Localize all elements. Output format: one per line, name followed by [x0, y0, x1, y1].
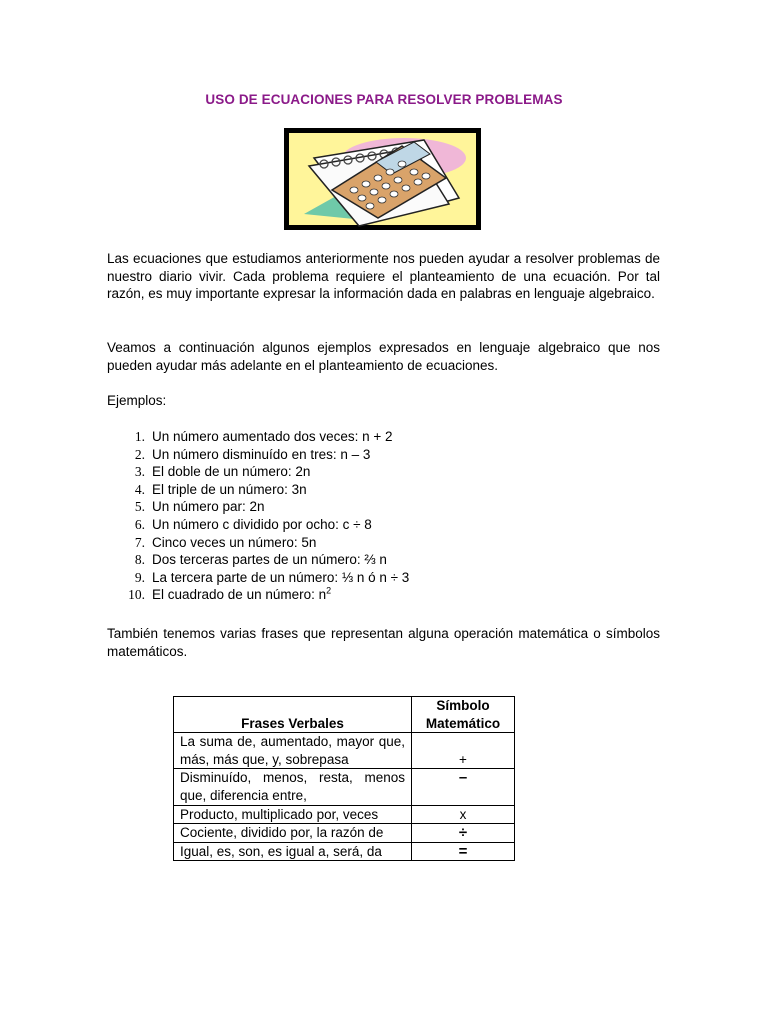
list-item — [107, 534, 607, 552]
intro-paragraph: Las ecuaciones que estudiamos anteriormente nos pueden ayudar a resolver problemas de nuestro diario vivir. Cada problema requiere el planteamiento de una ecuación. Por tal razón, es muy importante expresar la información dada en palabras en lenguaje algebraico. — [107, 251, 660, 302]
list-item-text: El cuadrado de un número: n — [152, 587, 327, 603]
symbol-cell: x — [412, 805, 515, 824]
superscript: 2 — [326, 585, 332, 596]
symbol-cell: ÷ — [412, 824, 515, 843]
list-item-text: Un número aumentado dos veces: n + 2 — [152, 429, 393, 444]
list-item-number: 2. — [134, 446, 145, 462]
phrases-intro-paragraph: También tenemos varias frases que representan alguna operación matemática o símbolos matemáticos. — [107, 626, 660, 659]
examples-list — [107, 428, 607, 604]
table-row — [174, 805, 515, 824]
list-item — [107, 428, 607, 446]
list-item-text: La tercera parte de un número: ⅓ n ó n ÷ 3 — [152, 569, 410, 585]
phrase-cell: Cociente, dividido por, la razón de — [174, 824, 412, 843]
list-item — [107, 569, 607, 587]
list-item-number: 3. — [134, 464, 145, 480]
phrase-cell: Producto, multiplicado por, veces — [174, 805, 412, 824]
page-title: USO DE ECUACIONES PARA RESOLVER PROBLEMAS — [205, 92, 563, 107]
list-item-number: 5. — [134, 499, 145, 515]
list-item-text: Un número disminuído en tres: n – 3 — [152, 446, 371, 462]
list-item-number: 6. — [134, 516, 145, 532]
symbol-cell: – — [412, 769, 515, 805]
symbol-cell: = — [412, 842, 515, 861]
header-symbol: Símbolo Matemático — [412, 697, 515, 733]
examples-intro-paragraph: Veamos a continuación algunos ejemplos expresados en lenguaje algebraico que nos pueden ayudar más adelante en el planteamiento de ecuaciones. — [107, 340, 660, 373]
table-row — [174, 733, 515, 769]
list-item-number: 8. — [134, 552, 145, 568]
list-item — [107, 481, 607, 499]
list-item-text: Un número c dividido por ocho: c ÷ 8 — [152, 516, 372, 532]
table-header-row — [174, 697, 515, 733]
symbol-cell: + — [412, 733, 515, 769]
calculator-notebook-icon — [284, 128, 481, 230]
list-item-number: 10. — [128, 587, 145, 603]
list-item-text: El triple de un número: 3n — [152, 481, 307, 497]
list-item-text: Dos terceras partes de un número: ⅔ n — [152, 552, 387, 568]
list-item-text: Un número par: 2n — [152, 499, 265, 515]
list-item-number: 9. — [134, 569, 145, 585]
header-phrases: Frases Verbales — [174, 697, 412, 733]
table-row — [174, 824, 515, 843]
examples-label: Ejemplos: — [107, 393, 167, 408]
phrase-cell: Disminuído, menos, resta, menos que, diferencia entre, — [174, 769, 412, 805]
table-row — [174, 842, 515, 861]
list-item — [107, 586, 607, 604]
list-item — [107, 516, 607, 534]
list-item — [107, 463, 607, 481]
list-item-text: El doble de un número: 2n — [152, 464, 311, 480]
list-item-number: 1. — [134, 429, 145, 444]
list-item — [107, 446, 607, 464]
list-item — [107, 551, 607, 569]
phrase-cell: Igual, es, son, es igual a, será, da — [174, 842, 412, 861]
table-row — [174, 769, 515, 805]
list-item — [107, 498, 607, 516]
list-item-text: Cinco veces un número: 5n — [152, 534, 317, 550]
symbols-table — [173, 696, 515, 861]
list-item-number: 7. — [134, 534, 145, 550]
phrase-cell: La suma de, aumentado, mayor que, más, más que, y, sobrepasa — [174, 733, 412, 769]
list-item-number: 4. — [134, 481, 145, 497]
